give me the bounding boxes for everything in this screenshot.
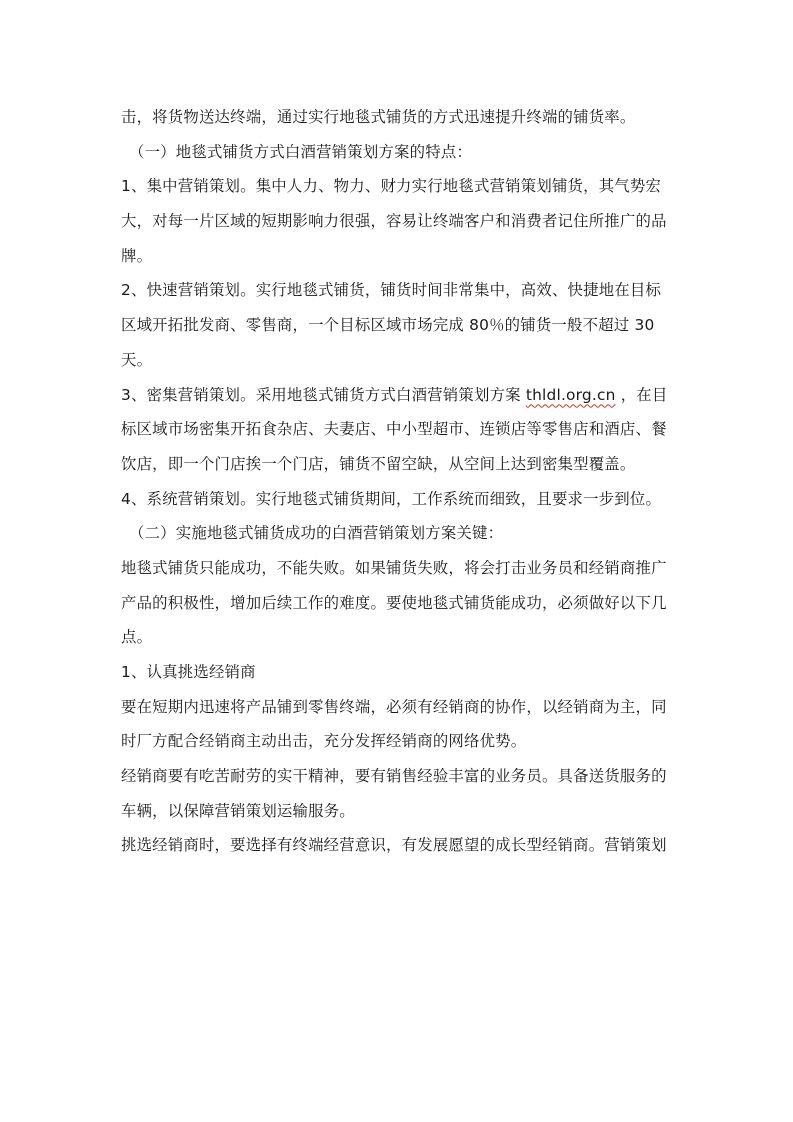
paragraph-line: 挑选经销商时，要选择有终端经营意识，有发展愿望的成长型经销商。营销策划 <box>121 836 667 855</box>
paragraph-line: 击，将货物送达终端，通过实行地毯式铺货的方式迅速提升终端的铺货率。 <box>121 108 636 126</box>
paragraph-line: 4、系统营销策划。实行地毯式铺货期间，工作系统而细致，且要求一步到位。 <box>121 489 662 508</box>
paragraph-line: 大，对每一片区域的短期影响力很强，容易让终端客户和消费者记住所推广的品 <box>121 212 667 231</box>
paragraph-text: ，在目 <box>620 385 668 404</box>
subsection-heading: 1、认真挑选经销商 <box>121 663 256 681</box>
paragraph-line: 点。 <box>121 628 153 647</box>
paragraph-line: 产品的积极性，增加后续工作的难度。要使地毯式铺货能成功，必须做好以下几 <box>121 593 667 612</box>
inline-url: thldl.org.cn <box>525 385 616 404</box>
document-body <box>121 100 686 863</box>
paragraph-text: 3、密集营销策划。采用地毯式铺货方式白酒营销策划方案 <box>121 385 521 404</box>
paragraph-line: 标区域市场密集开拓食杂店、夫妻店、中小型超市、连锁店等零售店和酒店、餐 <box>121 420 667 439</box>
paragraph-line: 车辆，以保障营销策划运输服务。 <box>121 801 355 820</box>
paragraph-line: 2、快速营销策划。实行地毯式铺货，铺货时间非常集中，高效、快捷地在目标 <box>121 281 662 300</box>
section-heading: （一）地毯式铺货方式白酒营销策划方案的特点： <box>129 142 472 161</box>
section-heading: （二）实施地毯式铺货成功的白酒营销策划方案关键： <box>129 524 504 543</box>
paragraph-line: 饮店，即一个门店挨一个门店，铺货不留空缺，从空间上达到密集型覆盖。 <box>121 454 636 473</box>
paragraph-line: 1、集中营销策划。集中人力、物力、财力实行地毯式营销策划铺货，其气势宏 <box>121 177 662 196</box>
paragraph-line: 天。 <box>121 350 153 369</box>
paragraph-line: 要在短期内迅速将产品铺到零售终端，必须有经销商的协作，以经销商为主，同 <box>121 697 667 716</box>
paragraph-line-with-link <box>121 378 686 413</box>
paragraph-line: 区域开拓批发商、零售商，一个目标区域市场完成 80％的铺货一般不超过 30 <box>121 316 655 335</box>
paragraph-line: 牌。 <box>121 246 153 265</box>
paragraph-line: 地毯式铺货只能成功，不能失败。如果铺货失败，将会打击业务员和经销商推广 <box>121 558 667 577</box>
paragraph-line: 时厂方配合经销商主动出击，充分发挥经销商的网络优势。 <box>121 732 527 751</box>
paragraph-line: 经销商要有吃苦耐劳的实干精神，要有销售经验丰富的业务员。具备送货服务的 <box>121 767 667 786</box>
